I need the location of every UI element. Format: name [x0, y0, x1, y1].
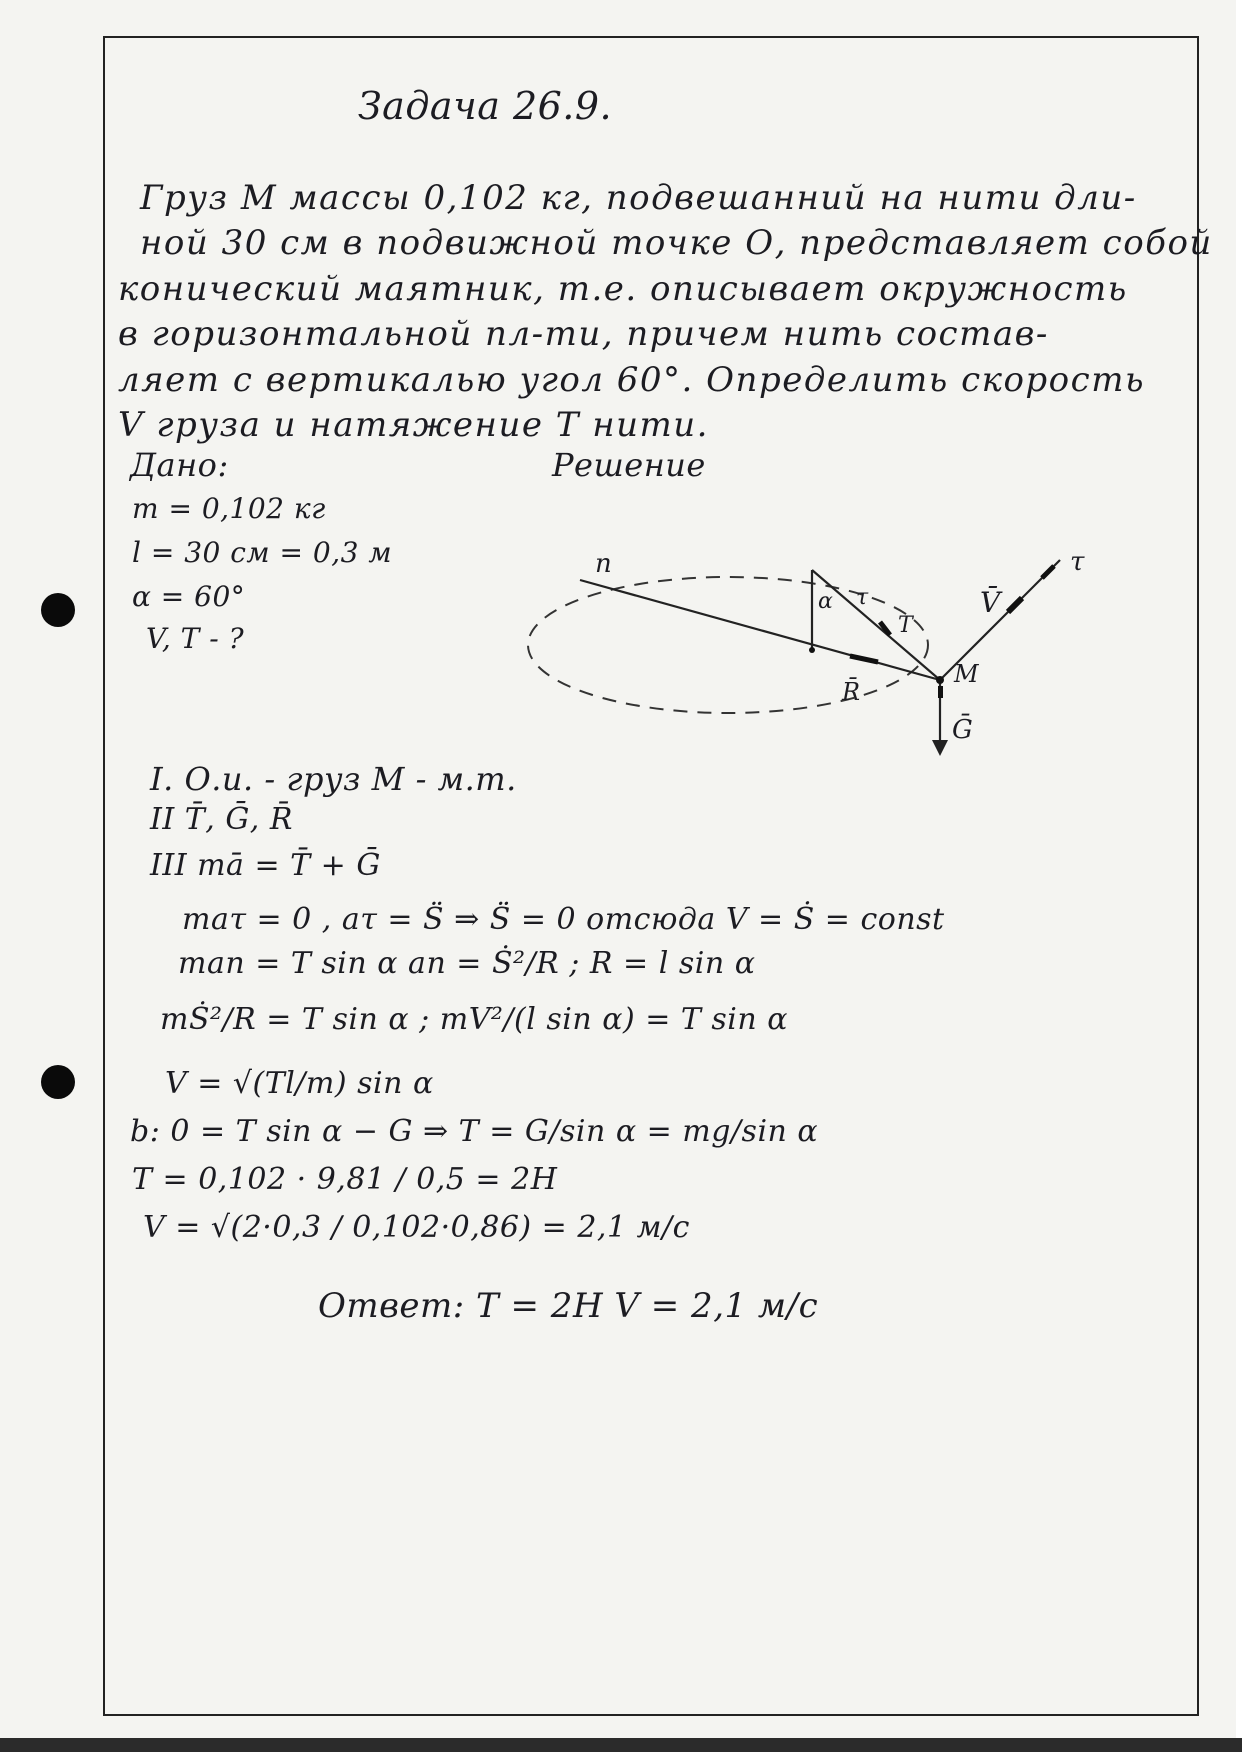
solution-velocity-formula: V = √(Tl/m) sin α [165, 1066, 434, 1101]
solution-normal: man = T sin α an = Ṡ²/R ; R = l sin α [178, 946, 756, 981]
solution-binormal: b: 0 = T sin α − G ⇒ T = G/sin α = mg/sin α [130, 1114, 819, 1149]
solution-step-3: III mā = T̄ + Ḡ [150, 848, 381, 883]
binder-hole-top [41, 593, 75, 627]
label-r: R̄ [842, 678, 861, 706]
label-g: Ḡ [952, 715, 973, 745]
solution-velocity-value: V = √(2·0,3 / 0,102·0,86) = 2,1 м/с [143, 1210, 690, 1245]
radius-arrow [850, 656, 878, 662]
label-m: M [954, 660, 979, 688]
scan-edge-right [1236, 0, 1242, 1752]
given-length: l = 30 см = 0,3 м [132, 536, 393, 569]
solution-tension-value: T = 0,102 · 9,81 / 0,5 = 2H [132, 1162, 558, 1197]
label-v: V̄ [980, 586, 1001, 619]
solution-heading: Решение [552, 446, 706, 484]
given-unknowns: V, T - ? [146, 622, 245, 655]
point-m [936, 676, 944, 684]
given-mass: m = 0,102 кг [132, 492, 326, 525]
binder-hole-bottom [41, 1065, 75, 1099]
problem-title: Задача 26.9. [358, 84, 613, 128]
solution-step-2: II T̄, Ḡ, R̄ [150, 802, 293, 837]
velocity-arrow [1008, 598, 1022, 612]
solution-equation: mṠ²/R = T sin α ; mV²/(l sin α) = T sin α [160, 1002, 789, 1037]
gravity-arrowhead [932, 740, 948, 756]
pendulum-diagram [560, 520, 1120, 760]
circle-center [809, 647, 815, 653]
problem-line-3: конический маятник, т.е. описывает окружность [118, 269, 1128, 309]
answer-line: Ответ: T = 2H V = 2,1 м/с [318, 1286, 819, 1326]
label-alpha: α [818, 589, 833, 614]
problem-line-2: ной 30 см в подвижной точке О, представляет собой [140, 223, 1213, 263]
solution-step-1: I. О.и. - груз М - м.т. [150, 760, 517, 798]
label-tau: τ [1070, 547, 1085, 577]
scan-edge-bottom [0, 1738, 1242, 1752]
label-tau-angle: τ [856, 585, 869, 610]
gravity-arrow-mark [938, 686, 943, 698]
given-angle: α = 60° [132, 580, 246, 613]
problem-line-5: ляет с вертикалью угол 60°. Определить скорость [118, 360, 1145, 400]
problem-line-4: в горизонтальной пл-ти, причем нить состав- [118, 314, 1049, 354]
problem-line-1: Груз М массы 0,102 кг, подвешанний на нити дли- [140, 178, 1137, 218]
tau-arrow [1042, 566, 1054, 578]
label-n: n [595, 549, 612, 579]
solution-tangential: mаτ = 0 , аτ = S̈ ⇒ S̈ = 0 отсюда V = Ṡ = const [182, 902, 945, 937]
given-heading: Дано: [130, 446, 229, 484]
label-t-thread: T [898, 613, 913, 638]
problem-line-6: V груза и натяжение T нити. [118, 405, 709, 445]
